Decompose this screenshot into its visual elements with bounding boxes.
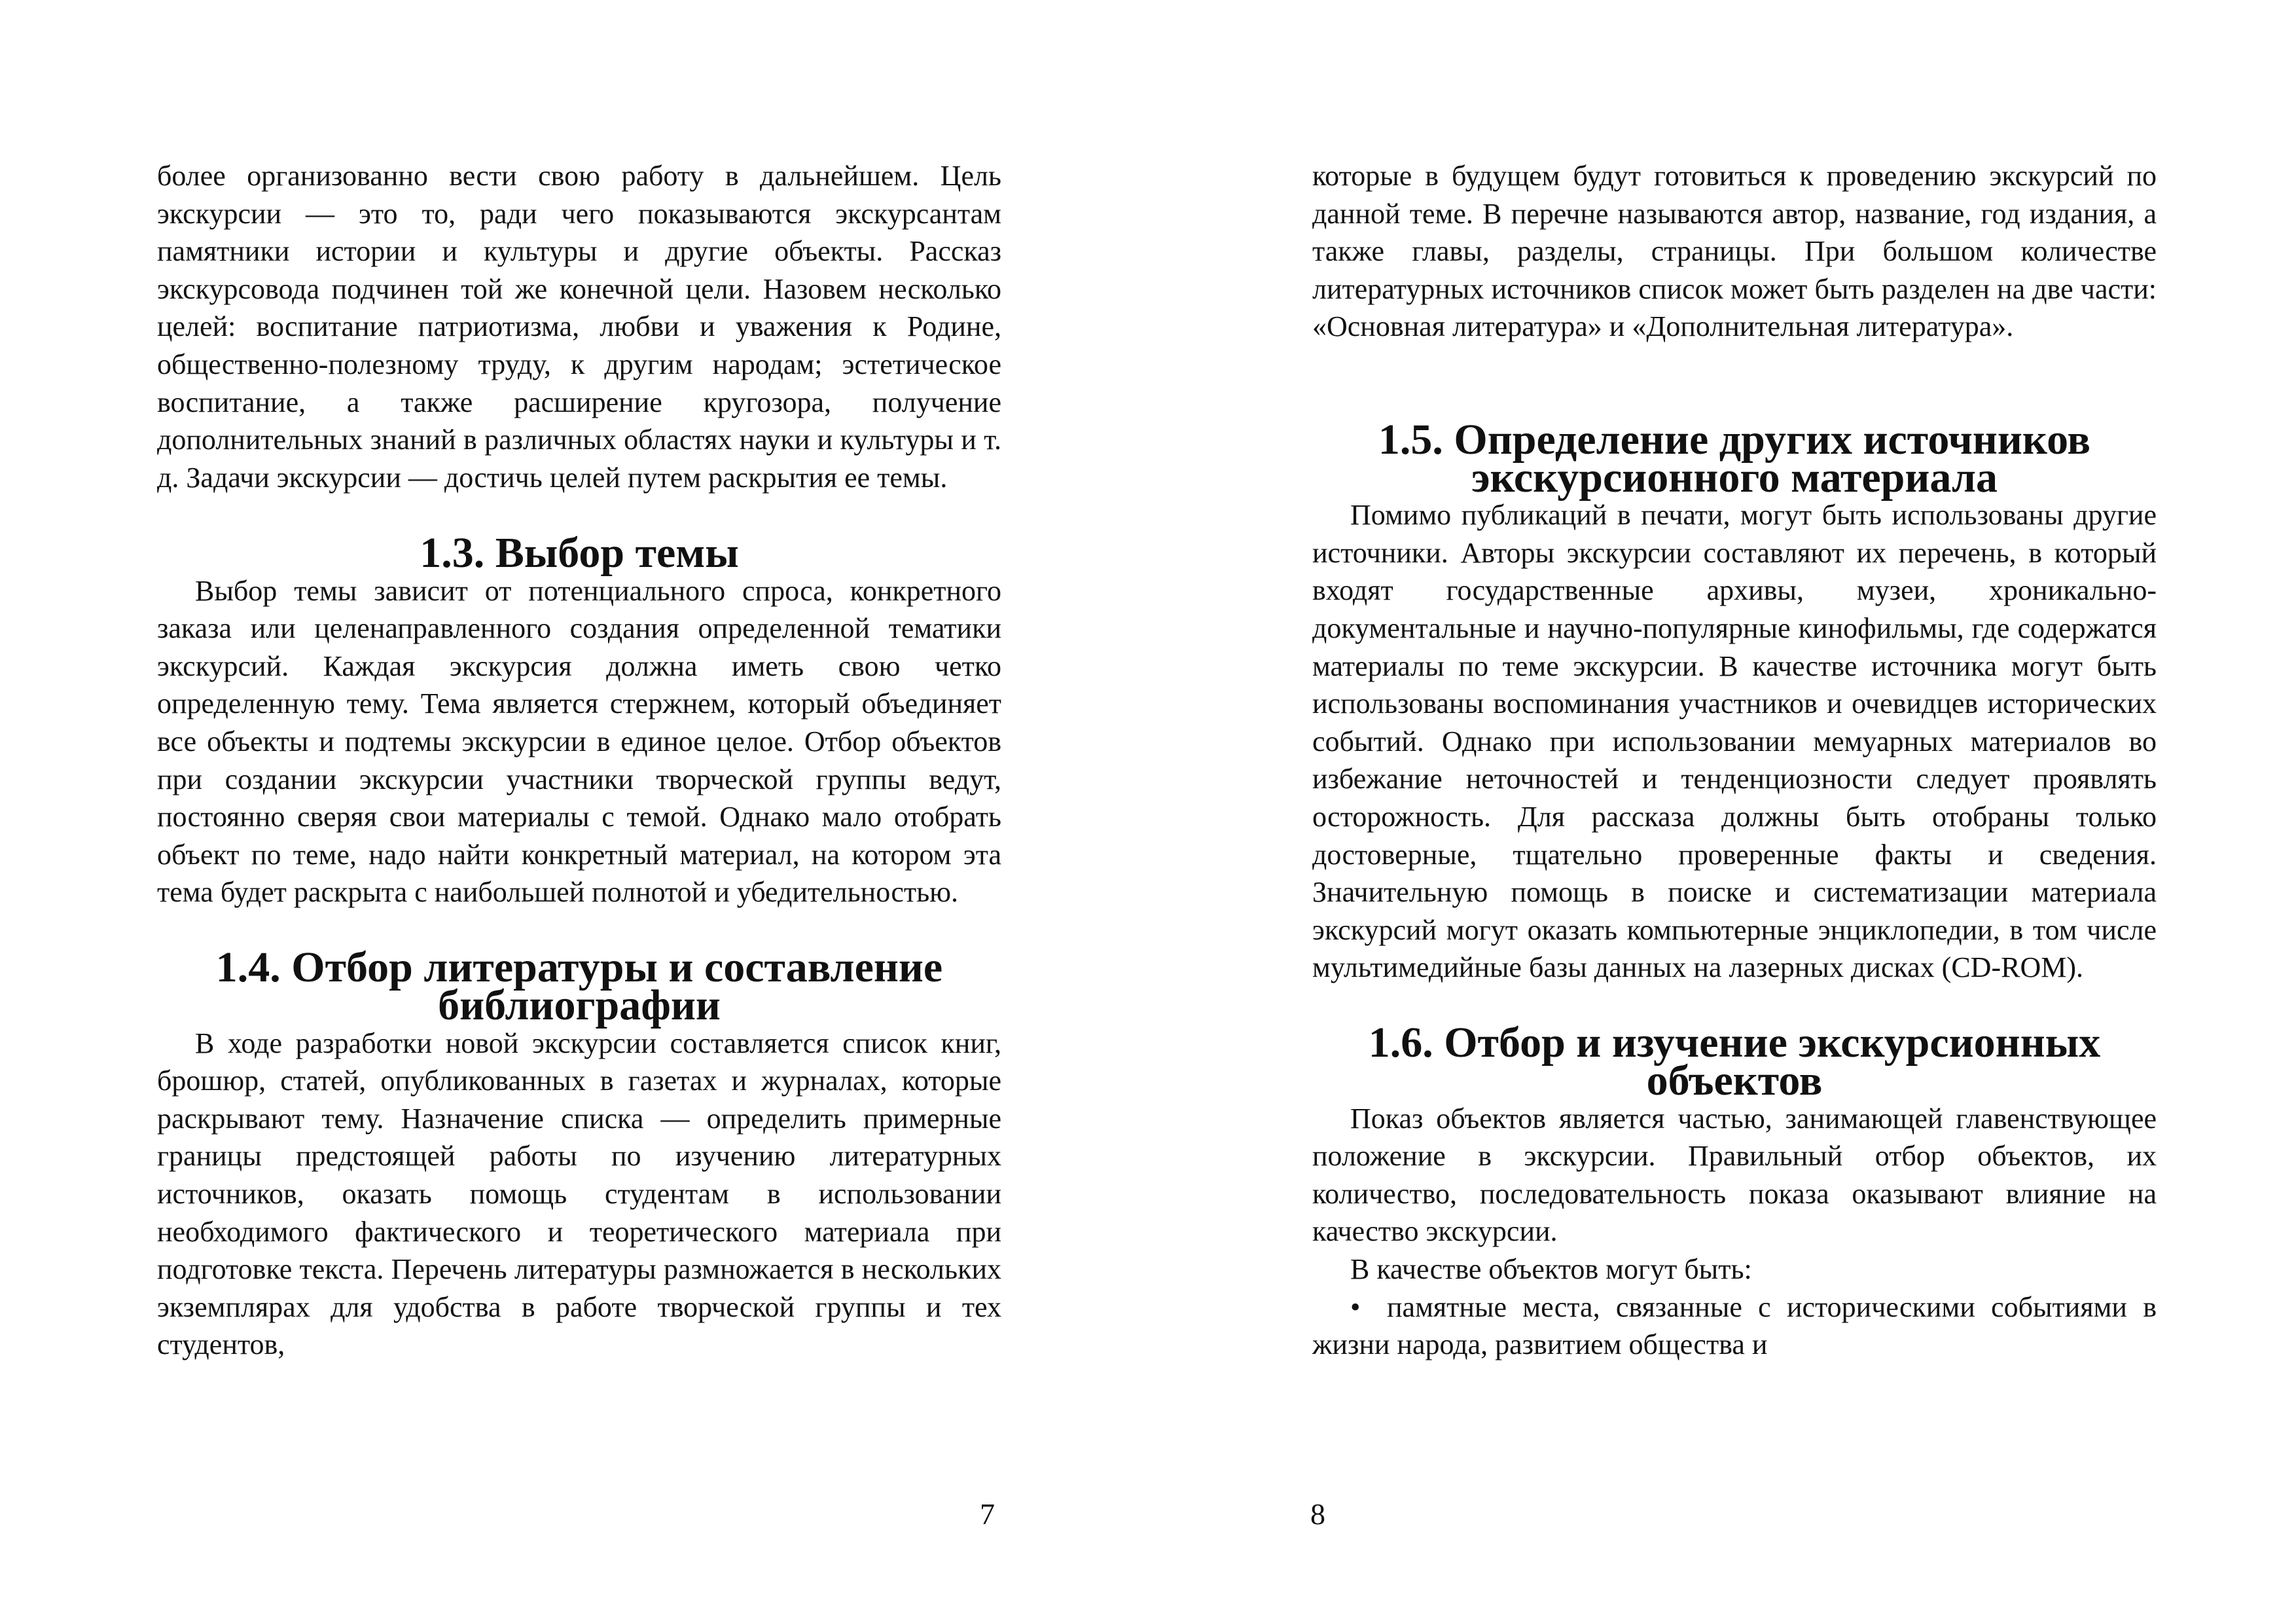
paragraph-1-6: Показ объектов является частью, занимающей главенствующее положение в экскурсии. Правильный отбор объектов, их количество, последовательность показа оказывают влияние на качество экскурсии. [1312,1102,2157,1248]
list-item [1312,1288,2157,1364]
bullet-icon: • [1350,1290,1361,1323]
right-page [1312,157,2157,1364]
paragraph-1-5: Помимо публикаций в печати, могут быть использованы другие источники. Авторы экскурсии составляют их перечень, в который входят государственные архивы, музеи, хроникально-документальные и научно-популярные кинофильмы, где содержатся материалы по теме экскурсии. В качестве источника могут быть использованы воспоминания участников и очевидцев исторических событий. Однако при использовании мемуарных материалов во избежание неточностей и тенденциозности следует проявлять осторожность. Для рассказа должны быть отобраны только достоверные, тщательно проверенные факты и сведения. Значительную помощь в поиске и систематизации материала экскурсий могут оказать компьютерные энциклопедии, в том числе мультимедийные базы данных на лазерных дисках (CD-ROM). [1312,499,2157,984]
heading-1-4: 1.4. Отбор литературы и составление библиографии [215,943,943,1030]
heading-1-5-line2: экскурсионного материала [1471,453,1998,501]
paragraph-1-4: В ходе разработки новой экскурсии составляется список книг, брошюр, статей, опубликованных в газетах и журналах, которые раскрывают тему. Назначение списка — определить примерные границы предстоящей работы по изучению литературных источников, оказать помощь студентам в использовании необходимого фактического и теоретического материала при подготовке текста. Перечень литературы размножается в нескольких экземплярах для удобства в работе творческой группы и тех студентов, [157,1027,1001,1361]
page-number-right: 8 [1310,1497,1325,1531]
paragraph-1-3: Выбор темы зависит от потенциального спроса, конкретного заказа или целенаправленного создания определенной тематики экскурсий. Каждая экскурсия должна иметь свою четко определенную тему. Тема является стержнем, который объединяет все объекты и подтемы экскурсии в единое целое. Отбор объектов при создании экскурсии участники творческой группы ведут, постоянно сверяя свои материалы с темой. Однако мало отобрать объект по теме, надо найти конкретный материал, на котором эта тема будет раскрыта с наибольшей полнотой и убедительностью. [157,574,1001,909]
heading-1-6: 1.6. Отбор и изучение экскурсионных объектов [1368,1019,2101,1105]
paragraph-intro: более организованно вести свою работу в дальнейшем. Цель экскурсии — это то, ради чего показываются экскурсантам памятники истории и культуры и другие объекты. Рассказ экскурсовода подчинен той же конечной цели. Назовем несколько целей: воспитание патриотизма, любви и уважения к Родине, общественно-полезному труду, к другим народам; эстетическое воспитание, а также расширение кругозора, получение дополнительных знаний в различных областях науки и культуры и т. д. Задачи экскурсии — достичь целей путем раскрытия ее темы. [157,160,1001,494]
page-number-left: 7 [980,1497,995,1531]
heading-1-5-line1: 1.5. Определение других источников [1378,415,2091,464]
heading-1-3: 1.3. Выбор темы [420,528,739,577]
left-page [157,157,1001,1364]
paragraph-continued: которые в будущем будут готовиться к проведению экскурсий по данной теме. В перечне называются автор, название, год издания, а также главы, разделы, страницы. При большом количестве литературных источников список может быть разделен на две части: «Основная литература» и «Дополнительная литература». [1312,160,2157,343]
heading-1-5 [1312,415,2157,501]
paragraph-objects-intro: В качестве объектов могут быть: [1350,1253,1752,1286]
list-item-text: памятные места, связанные с историческими событиями в жизни народа, развитием общества и [1312,1290,2157,1361]
